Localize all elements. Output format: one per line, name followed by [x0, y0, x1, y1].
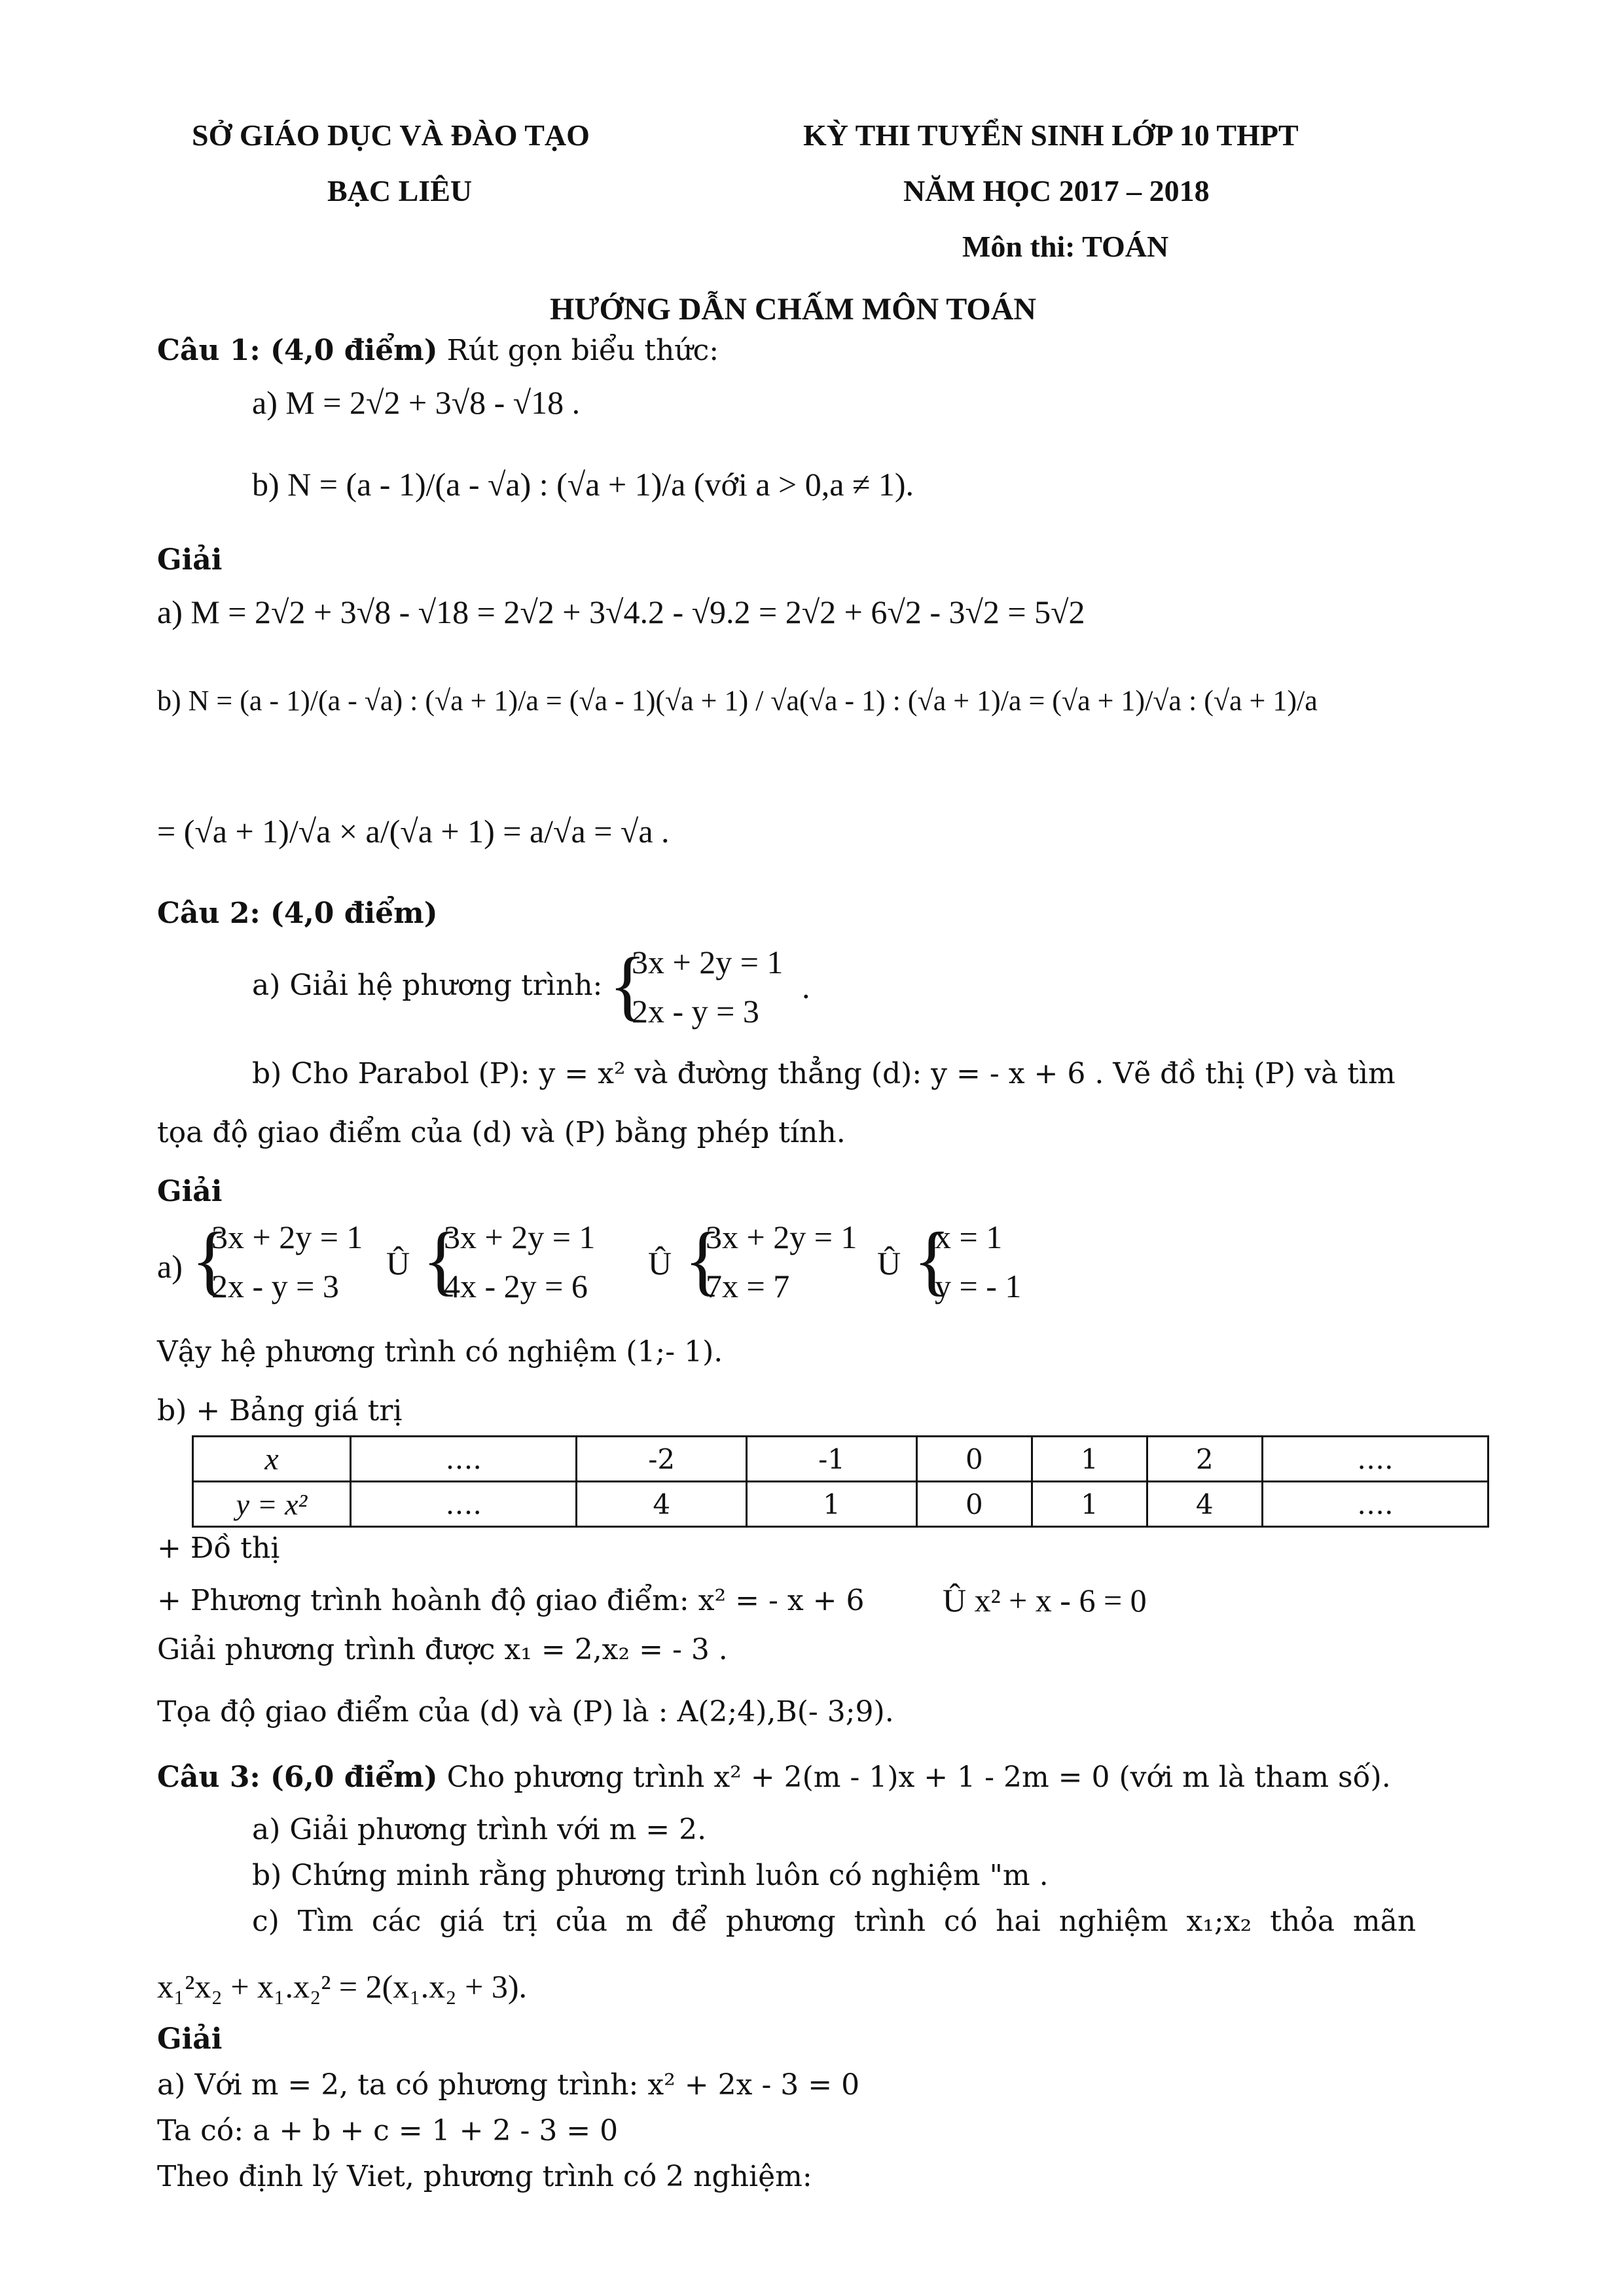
brace-4: { [913, 1216, 951, 1303]
s4-eq1: x = 1 [935, 1219, 1003, 1255]
s3-eq1: 3x + 2y = 1 [706, 1219, 857, 1255]
cau2-a-sys2: 2x - y = 3 [632, 993, 759, 1030]
header-left-line2: BẠC LIÊU [327, 174, 473, 207]
table-cell: …. [1262, 1482, 1488, 1527]
cau3-sol-a1: a) Với m = 2, ta có phương trình: x² + 2x - 3 = 0 [157, 2068, 860, 2102]
table-cell: 0 [916, 1482, 1032, 1527]
cau3-sol-a3: Theo định lý Viet, phương trình có 2 nghiệm: [157, 2160, 812, 2193]
cau1-sol-a: a) M = 2√2 + 3√8 - √18 = 2√2 + 3√4.2 - √9.2 = 2√2 + 6√2 - 3√2 = 5√2 [157, 594, 1085, 630]
brace-3: { [684, 1216, 722, 1303]
cau3-a: a) Giải phương trình với m = 2. [252, 1813, 707, 1846]
cau2-giai-pt: Giải phương trình được x₁ = 2,x₂ = - 3 . [157, 1633, 728, 1666]
table-cell: 1 [1032, 1437, 1147, 1482]
cau1-giai: Giải [157, 543, 223, 577]
table-cell: 4 [1147, 1482, 1262, 1527]
cau2-a-period: . [802, 969, 810, 1005]
cau3-label: Câu 3: (6,0 điểm) [157, 1761, 438, 1794]
table-cell: y = x² [193, 1482, 351, 1527]
table-cell: 4 [577, 1482, 747, 1527]
table-cell: …. [351, 1482, 577, 1527]
s1-eq1: 3x + 2y = 1 [211, 1219, 363, 1255]
s2-eq1: 3x + 2y = 1 [444, 1219, 596, 1255]
cau2-giai: Giải [157, 1175, 223, 1208]
cau2-label: Câu 2: (4,0 điểm) [157, 897, 438, 930]
cau1-heading [157, 334, 719, 368]
table-cell: 2 [1147, 1437, 1262, 1482]
cau1-prompt: Rút gọn biểu thức: [446, 334, 719, 367]
equiv-3: Û [877, 1245, 901, 1282]
brace-2: { [422, 1216, 460, 1303]
table-cell: …. [1262, 1437, 1488, 1482]
s1-eq2: 2x - y = 3 [211, 1268, 339, 1304]
brace-1: { [191, 1216, 229, 1303]
cau3-b: b) Chứng minh rằng phương trình luôn có nghiệm "m . [252, 1859, 1049, 1892]
cau2-pt-hoanh-do: + Phương trình hoành độ giao điểm: x² = - x + 6 [157, 1584, 865, 1617]
cau3-sol-a2: Ta có: a + b + c = 1 + 2 - 3 = 0 [157, 2114, 619, 2147]
table-cell: 0 [916, 1437, 1032, 1482]
cau3-heading [157, 1761, 1391, 1795]
table-row [193, 1437, 1489, 1482]
value-table [192, 1435, 1489, 1528]
s4-eq2: y = - 1 [935, 1268, 1022, 1304]
cau2-conclusion: Vậy hệ phương trình có nghiệm (1;- 1). [157, 1335, 723, 1369]
cau2-table-label: b) + Bảng giá trị [157, 1394, 403, 1427]
cau1-label: Câu 1: (4,0 điểm) [157, 334, 438, 367]
cau3-prompt: Cho phương trình x² + 2(m - 1)x + 1 - 2m = 0 (với m là tham số). [446, 1761, 1391, 1794]
cau2-a-brace: { [609, 941, 647, 1028]
cau3-c-line1: c) Tìm các giá trị của m để phương trình có hai nghiệm x₁;x₂ thỏa mãn [252, 1905, 1416, 1938]
table-cell: -1 [747, 1437, 917, 1482]
cau2-a-sys1: 3x + 2y = 1 [632, 944, 784, 980]
cau2-b-line1: b) Cho Parabol (P): y = x² và đường thẳng (d): y = - x + 6 . Vẽ đồ thị (P) và tìm [252, 1057, 1396, 1090]
cau2-b-line2: tọa độ giao điểm của (d) và (P) bằng phép tính. [157, 1116, 846, 1149]
cau2-toa-do: Tọa độ giao điểm của (d) và (P) là : A(2;4),B(- 3;9). [157, 1695, 894, 1729]
table-cell: …. [351, 1437, 577, 1482]
table-cell: -2 [577, 1437, 747, 1482]
header-right-line1: KỲ THI TUYỂN SINH LỚP 10 THPT [803, 118, 1299, 152]
s3-eq2: 7x = 7 [706, 1268, 790, 1304]
s2-eq2: 4x - 2y = 6 [444, 1268, 588, 1304]
header-right-line2: NĂM HỌC 2017 – 2018 [903, 174, 1210, 207]
page-title: HƯỚNG DẪN CHẤM MÔN TOÁN [550, 292, 1037, 327]
table-row [193, 1482, 1489, 1527]
cau2-pt-hoanh-do-equiv: Û x² + x - 6 = 0 [943, 1582, 1147, 1619]
cau3-giai: Giải [157, 2022, 223, 2056]
cau1-b: b) N = (a - 1)/(a - √a) : (√a + 1)/a (với a > 0,a ≠ 1). [252, 466, 914, 503]
header-right-line3: Môn thi: TOÁN [962, 230, 1169, 263]
table-cell: 1 [1032, 1482, 1147, 1527]
equiv-1: Û [386, 1245, 410, 1282]
cau1-sol-b2: = (√a + 1)/√a × a/(√a + 1) = a/√a = √a . [157, 813, 670, 850]
cau1-sol-b1: b) N = (a - 1)/(a - √a) : (√a + 1)/a = (√a - 1)(√a + 1) / √a(√a - 1) : (√a + 1)/a = (√a + 1)/√a : (√a + 1)/a [157, 685, 1318, 717]
header-left-line1: SỞ GIÁO DỤC VÀ ĐÀO TẠO [192, 118, 590, 152]
cau2-graph-label: + Đồ thị [157, 1532, 280, 1565]
equiv-2: Û [648, 1245, 672, 1282]
cau2-a: a) Giải hệ phương trình: [252, 969, 603, 1002]
cau1-a: a) M = 2√2 + 3√8 - √18 . [252, 384, 581, 421]
table-cell: 1 [747, 1482, 917, 1527]
table-cell: x [193, 1437, 351, 1482]
cau2-sol-a-prefix: a) [157, 1248, 183, 1285]
cau3-c-line2: x₁²x₂ + x₁.x₂² = 2(x₁.x₂ + 3). [157, 1968, 527, 2005]
